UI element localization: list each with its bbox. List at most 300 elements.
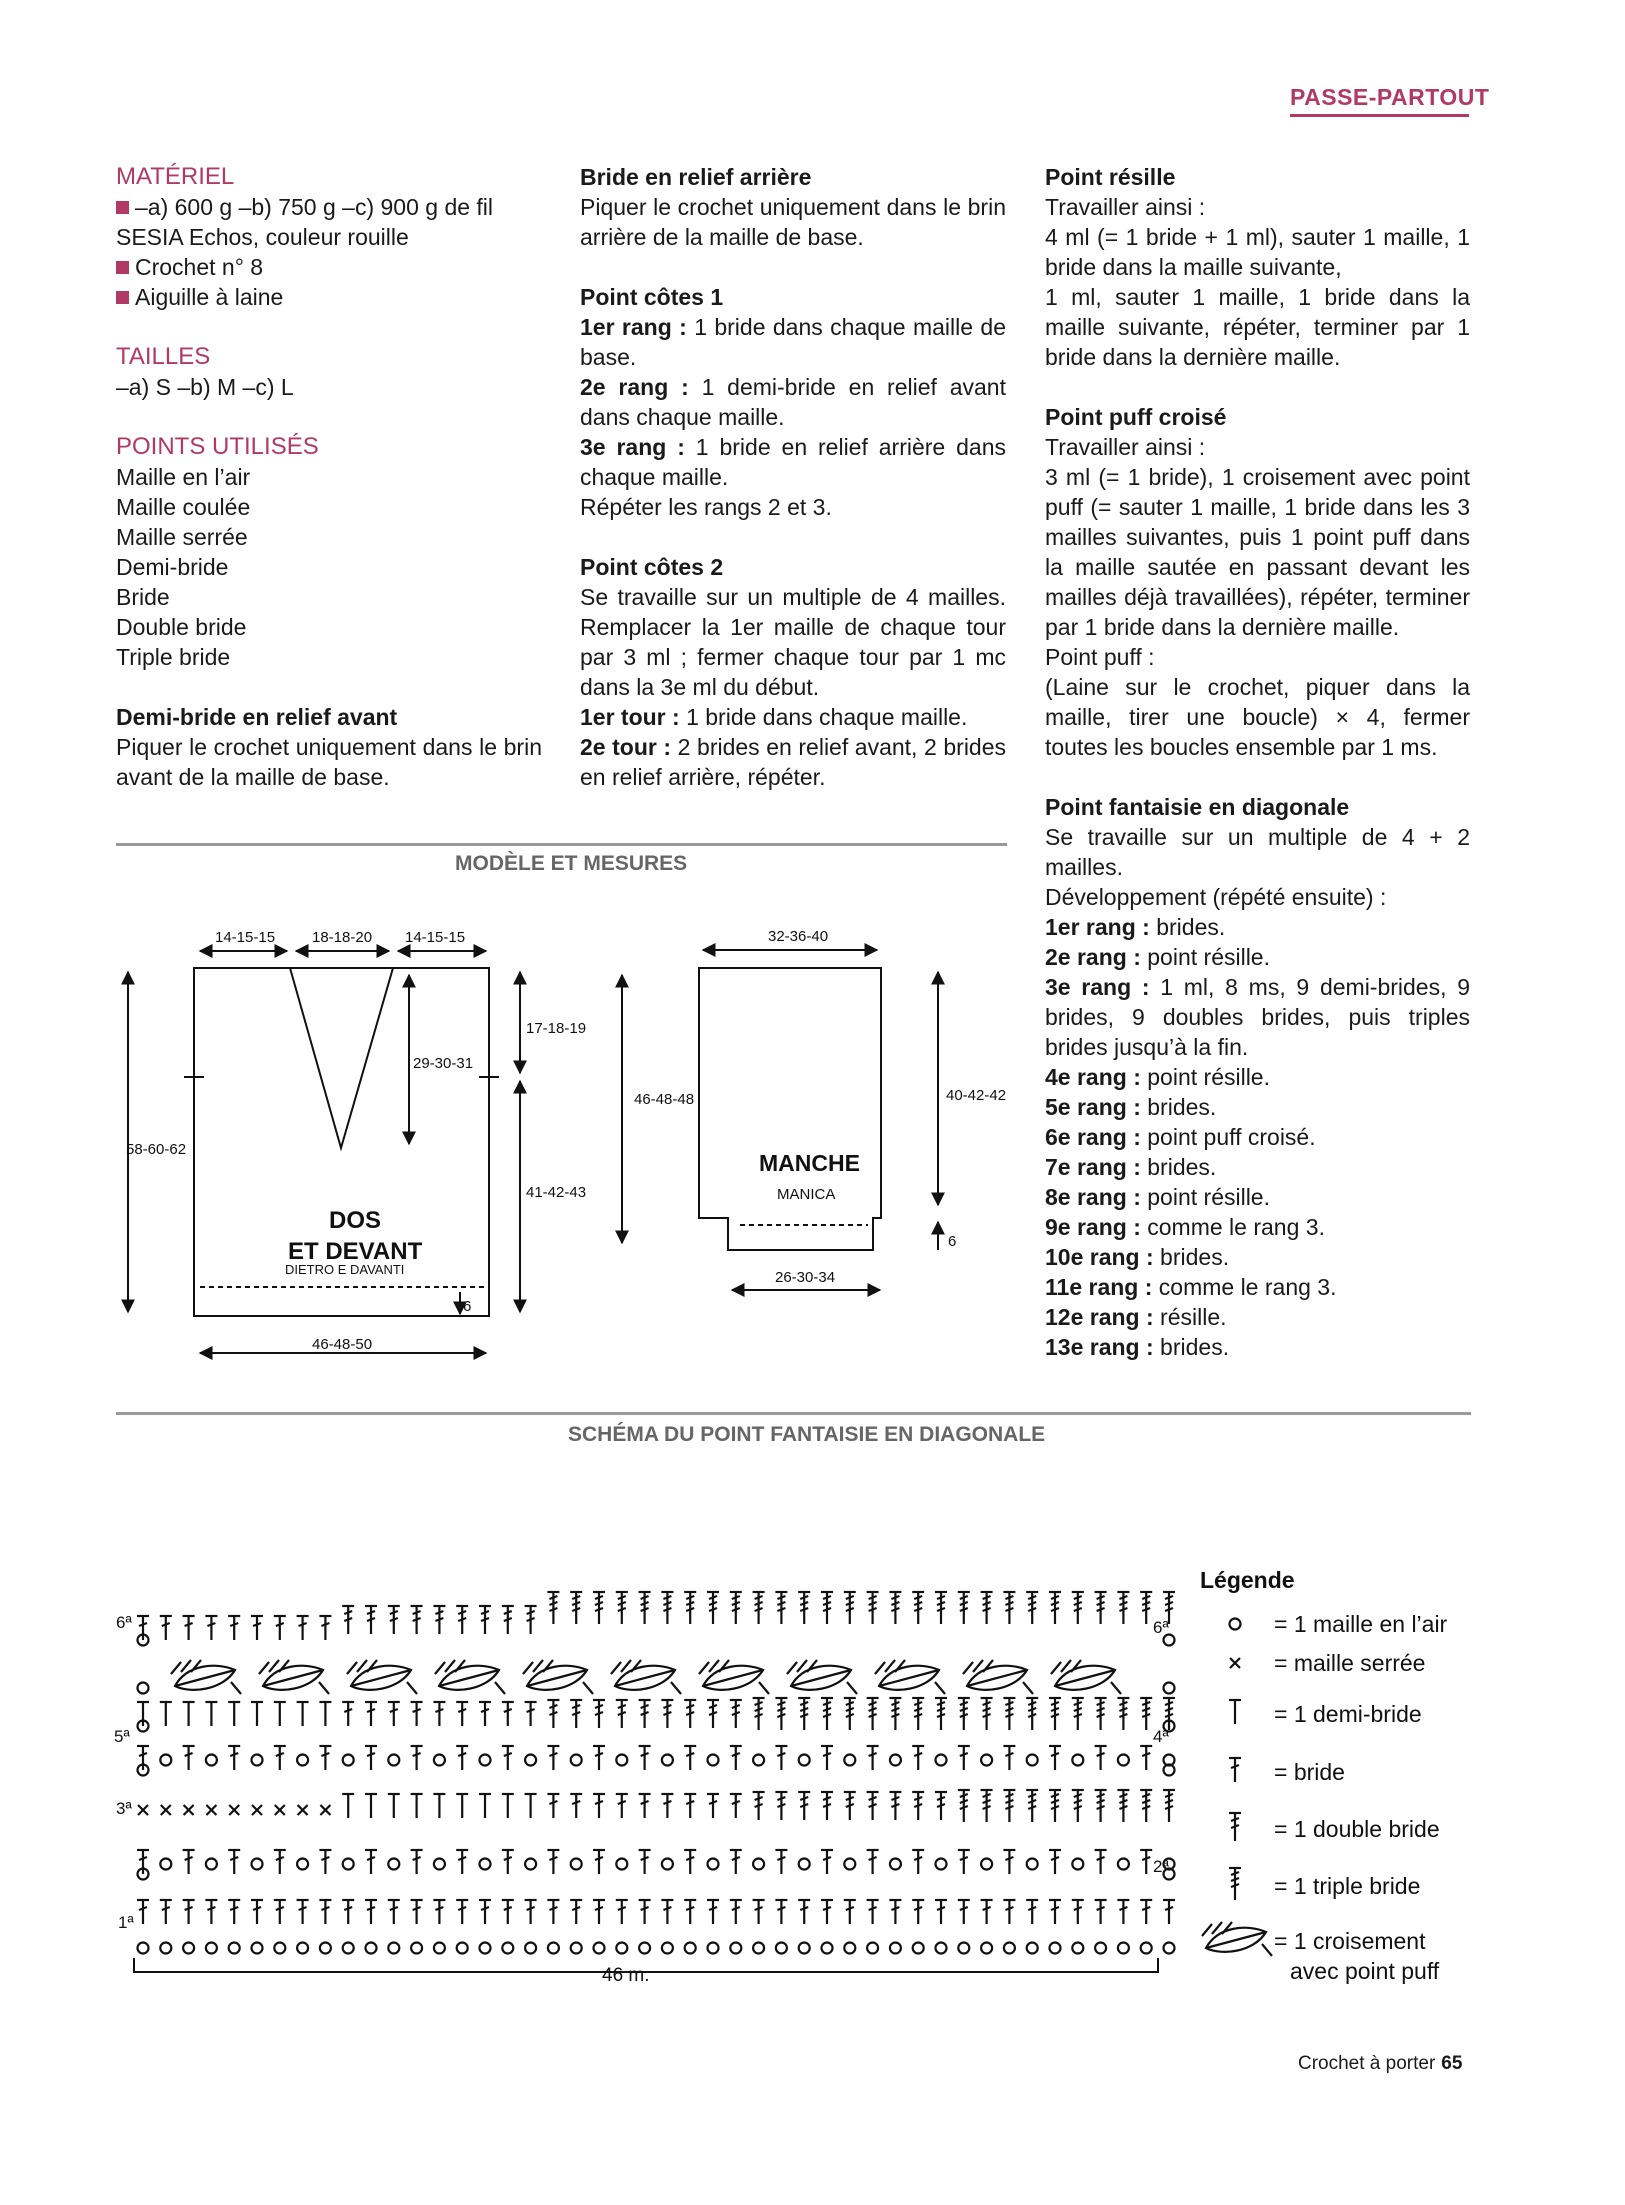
stitch-symbol: [1003, 1746, 1015, 1770]
stitch-symbol: [1026, 1900, 1038, 1924]
stitch-symbol: [183, 1850, 195, 1874]
bride-relief-title: Bride en relief arrière: [580, 164, 812, 190]
stitch-symbol: [593, 1794, 605, 1818]
row-label-2-right: 2ª: [1153, 1857, 1169, 1876]
stitch-symbol: [844, 1755, 855, 1766]
stitch-symbol: [867, 1850, 879, 1874]
stitch-symbol: [958, 1592, 970, 1624]
stitch-symbol: [889, 1792, 901, 1820]
stitch-symbol: [525, 1702, 537, 1726]
stitch-symbol: [707, 1900, 719, 1924]
stitch-symbol: [639, 1700, 651, 1728]
stitch-symbol: [936, 1859, 947, 1870]
stitch-symbol: [1140, 1790, 1152, 1822]
stitch-symbol: [935, 1698, 947, 1730]
stitch-symbol: [1095, 1850, 1107, 1874]
fantaisie-row: 11e rang : comme le rang 3.: [1045, 1274, 1337, 1300]
stitch-symbol: [547, 1794, 559, 1818]
stitch-symbol: [821, 1850, 833, 1874]
stitch-symbol: [1140, 1900, 1152, 1924]
stitch-symbol: [183, 1900, 195, 1924]
stitch-symbol: [684, 1850, 696, 1874]
stitch-symbol: [958, 1850, 970, 1874]
legend-dc: = bride: [1274, 1759, 1345, 1785]
materiel-item: Aiguille à laine: [116, 282, 542, 312]
stitch-symbol: [611, 1660, 681, 1694]
stitch-symbol: [616, 1943, 627, 1954]
stitch-symbol: [639, 1900, 651, 1924]
fantaisie-row: 7e rang : brides.: [1045, 1154, 1217, 1180]
stitch-symbol: [684, 1746, 696, 1770]
stitch-symbol: [502, 1943, 513, 1954]
stitch-symbol: [502, 1900, 514, 1924]
stitch-symbol: [434, 1755, 445, 1766]
stitch-symbol: [1164, 1943, 1175, 1954]
stitch-symbol: [319, 1746, 331, 1770]
stitch-symbol: [342, 1606, 354, 1634]
schema-rule: [116, 1412, 1471, 1415]
stitch-symbol: [616, 1592, 628, 1624]
resille-p2: 1 ml, sauter 1 maille, 1 bride dans la maille suivante, répéter, terminer par 1 bride dans la dernière maille.: [1045, 284, 1470, 370]
stitch-symbol: [593, 1592, 605, 1624]
stitch-symbol: [388, 1900, 400, 1924]
legend-chain: = 1 maille en l’air: [1274, 1611, 1448, 1637]
stitch-symbol: [1072, 1790, 1084, 1822]
stitch-symbol: [1140, 1850, 1152, 1874]
stitch-symbol: [433, 1794, 445, 1818]
stitch-symbol: [365, 1746, 377, 1770]
stitch-symbol: [708, 1859, 719, 1870]
stitch-symbol: [433, 1900, 445, 1924]
stitch-symbol: [365, 1606, 377, 1634]
stitch-symbol: [1072, 1592, 1084, 1624]
stitch-symbol: [525, 1794, 537, 1818]
stitch-symbol: [571, 1755, 582, 1766]
stitch-symbol: [1140, 1746, 1152, 1770]
stitch-symbol: [298, 1805, 308, 1815]
stitch-symbol: [616, 1755, 627, 1766]
row-label-1-left: 1ª: [118, 1913, 134, 1932]
stitch-symbol: [480, 1859, 491, 1870]
stitch-symbol: [1117, 1698, 1129, 1730]
sleeve-outline: [699, 968, 881, 1250]
stitch-symbol: [844, 1792, 856, 1820]
puff-p3: (Laine sur le crochet, piquer dans la maille, tirer une boucle) × 4, fermer toutes les boucles ensemble par 1 ms.: [1045, 674, 1470, 760]
stitch-symbol: [365, 1702, 377, 1726]
puff-p2: Point puff :: [1045, 644, 1155, 670]
stitch-symbol: [479, 1606, 491, 1634]
stitch-symbol: [981, 1859, 992, 1870]
stitch-symbol: [137, 1900, 149, 1924]
stitch-symbol: [639, 1592, 651, 1624]
stitch-symbol: [1072, 1859, 1083, 1870]
stitch-symbol: [708, 1755, 719, 1766]
stitch-symbol: [958, 1900, 970, 1924]
stitch-symbol: [958, 1698, 970, 1730]
legend-dtr: = 1 triple bride: [1274, 1873, 1421, 1899]
stitch-symbol: [319, 1850, 331, 1874]
stitch-symbol: [730, 1900, 742, 1924]
stitch-symbol: [912, 1698, 924, 1730]
stitch-symbol: [753, 1792, 765, 1820]
stitch-symbol: [228, 1746, 240, 1770]
stitch-symbol: [730, 1943, 741, 1954]
stitch-symbol: [547, 1850, 559, 1874]
stitch-symbol: [525, 1900, 537, 1924]
stitch-symbol: [935, 1792, 947, 1820]
stitch-symbol: [252, 1943, 263, 1954]
stitch-symbol: [171, 1660, 241, 1694]
stitch-symbol: [228, 1850, 240, 1874]
label-shoulder: 17-18-19: [526, 1020, 587, 1037]
stitch-symbol: [1118, 1943, 1129, 1954]
stitch-symbol: [799, 1859, 810, 1870]
stitch-symbol: [912, 1746, 924, 1770]
stitch-symbol: [661, 1592, 673, 1624]
stitch-symbol: [935, 1900, 947, 1924]
stitch-symbol: [411, 1900, 423, 1924]
stitch-symbol: [570, 1592, 582, 1624]
stitch-symbol: [138, 1805, 148, 1815]
stitch-symbol: [936, 1943, 947, 1954]
stitch-symbol: [798, 1900, 810, 1924]
stitch-symbol: [1027, 1755, 1038, 1766]
stitch-symbol: [523, 1660, 593, 1694]
stitch-symbol: [799, 1943, 810, 1954]
stitch-symbol: [434, 1943, 445, 1954]
stitch-symbol: [593, 1746, 605, 1770]
resille-intro: Travailler ainsi :: [1045, 194, 1206, 220]
stitch-symbol: [160, 1859, 171, 1870]
fantaisie-row: 1er rang : brides.: [1045, 914, 1226, 940]
stitch-symbol: [479, 1702, 491, 1726]
stitch-symbol: [365, 1850, 377, 1874]
row-label-5-left: 5ª: [114, 1727, 130, 1746]
stitch-symbol: [184, 1805, 194, 1815]
point-item: Maille coulée: [116, 494, 251, 520]
stitch-symbol: [456, 1794, 468, 1818]
stitch-symbol: [365, 1794, 377, 1818]
stitch-symbol: [1003, 1850, 1015, 1874]
stitch-symbol: [775, 1592, 787, 1624]
stitch-symbol: [388, 1794, 400, 1818]
stitch-symbol: [844, 1943, 855, 1954]
stitch-symbol: [274, 1616, 286, 1640]
fantaisie-row: 3e rang : 1 ml, 8 ms, 9 demi-brides, 9 brides, 9 doubles brides, puis triples brides jusqu’à la fin.: [1045, 974, 1471, 1060]
stitch-symbol: [699, 1660, 769, 1694]
stitch-symbol: [274, 1702, 286, 1726]
stitch-symbol: [912, 1792, 924, 1820]
stitch-symbol: [411, 1702, 423, 1726]
stitch-symbol: [1095, 1698, 1107, 1730]
label-width: 46-48-50: [312, 1336, 373, 1353]
stitch-symbol: [639, 1746, 651, 1770]
stitch-symbol: [319, 1900, 331, 1924]
stitch-symbol: [388, 1606, 400, 1634]
stitch-symbol: [844, 1698, 856, 1730]
cotes1-row2: 2e rang : 1 demi-bride en relief avant dans chaque maille.: [580, 374, 1006, 430]
stitch-symbol: [775, 1698, 787, 1730]
demi-bride-relief-title: Demi-bride en relief avant: [116, 704, 398, 730]
stitch-symbol: [161, 1805, 171, 1815]
stitch-symbol: [867, 1943, 878, 1954]
stitch-symbol: [342, 1794, 354, 1818]
stitch-symbol: [138, 1683, 149, 1694]
stitch-symbol: [875, 1660, 945, 1694]
stitch-symbol: [981, 1592, 993, 1624]
stitch-symbol: [411, 1746, 423, 1770]
stitch-symbol: [684, 1700, 696, 1728]
stitch-symbol: [616, 1700, 628, 1728]
stitch-symbol: [593, 1700, 605, 1728]
stitch-symbol: [1117, 1592, 1129, 1624]
stitch-symbol: [821, 1592, 833, 1624]
stitch-symbol: [547, 1592, 559, 1624]
stitch-symbol: [616, 1900, 628, 1924]
stitch-symbol: [867, 1698, 879, 1730]
stitch-symbol: [347, 1660, 417, 1694]
stitch-symbol: [502, 1850, 514, 1874]
stitch-symbol: [251, 1900, 263, 1924]
stitch-symbol: [616, 1794, 628, 1818]
stitch-symbol: [570, 1794, 582, 1818]
stitch-symbol: [1026, 1592, 1038, 1624]
stitch-symbol: [661, 1700, 673, 1728]
stitch-symbol: [183, 1746, 195, 1770]
points-heading: POINTS UTILISÉS: [116, 433, 319, 460]
fantaisie-row: 2e rang : point résille.: [1045, 944, 1270, 970]
stitch-symbol: [1164, 1683, 1175, 1694]
legend-title: Légende: [1200, 1567, 1295, 1593]
stitch-symbol: [297, 1859, 308, 1870]
stitch-symbol: [639, 1850, 651, 1874]
row-label-6-right: 6ª: [1153, 1618, 1169, 1637]
label-top-mid: 18-18-20: [312, 929, 373, 946]
legend-tr: = 1 double bride: [1274, 1816, 1440, 1842]
stitch-symbol: [867, 1746, 879, 1770]
stitch-symbol: [1049, 1746, 1061, 1770]
stitch-symbol: [274, 1943, 285, 1954]
stitch-symbol: [388, 1702, 400, 1726]
point-item: Bride: [116, 584, 170, 610]
stitch-symbol: [867, 1900, 879, 1924]
stitch-symbol: [138, 1943, 149, 1954]
label-et-devant: ET DEVANT: [288, 1238, 423, 1265]
stitch-symbol: [388, 1755, 399, 1766]
stitch-symbol: [320, 1943, 331, 1954]
stitch-symbol: [639, 1943, 650, 1954]
label-rib: 6: [463, 1298, 472, 1315]
stitch-symbol: [1117, 1790, 1129, 1822]
stitch-symbol: [1095, 1900, 1107, 1924]
stitch-symbol: [411, 1943, 422, 1954]
stitch-symbol: [525, 1859, 536, 1870]
stitch-symbol: [456, 1702, 468, 1726]
stitch-symbol: [275, 1805, 285, 1815]
label-neck: 29-30-31: [413, 1055, 474, 1072]
label-manica: MANICA: [777, 1186, 836, 1203]
stitch-symbol: [297, 1702, 309, 1726]
stitch-symbol: [183, 1616, 195, 1640]
stitch-symbol: [1027, 1859, 1038, 1870]
fantaisie-dev: Développement (répété ensuite) :: [1045, 884, 1387, 910]
stitch-symbol: [775, 1746, 787, 1770]
stitch-symbol: [639, 1794, 651, 1818]
stitch-symbol: [821, 1792, 833, 1820]
legend-puff-1: = 1 croisement: [1274, 1928, 1426, 1954]
stitch-symbol: [798, 1592, 810, 1624]
stitch-symbol: [342, 1702, 354, 1726]
stitch-symbol: [274, 1900, 286, 1924]
stitch-symbol: [183, 1943, 194, 1954]
stitch-symbol: [1050, 1943, 1061, 1954]
stitch-symbol: [160, 1755, 171, 1766]
fantaisie-row: 6e rang : point puff croisé.: [1045, 1124, 1316, 1150]
stitch-symbol: [1051, 1660, 1121, 1694]
tailles-value: –a) S –b) M –c) L: [116, 374, 294, 400]
stitch-symbol: [890, 1943, 901, 1954]
stitch-symbol: [206, 1805, 216, 1815]
stitch-symbol: [274, 1746, 286, 1770]
stitch-symbol: [160, 1900, 172, 1924]
puff-intro: Travailler ainsi :: [1045, 434, 1206, 460]
stitch-symbol: [981, 1755, 992, 1766]
page-footer: [1298, 2053, 1462, 2075]
row-label-6-left: 6ª: [116, 1613, 132, 1632]
schema-caption: SCHÉMA DU POINT FANTAISIE EN DIAGONALE: [568, 1423, 1046, 1446]
stitch-symbol: [889, 1698, 901, 1730]
stitch-symbol: [753, 1859, 764, 1870]
label-top-right: 14-15-15: [405, 929, 466, 946]
stitch-symbol: [958, 1943, 969, 1954]
stitch-symbol: [229, 1943, 240, 1954]
stitch-symbol: [1117, 1900, 1129, 1924]
stitch-symbol: [798, 1698, 810, 1730]
stitch-symbol: [411, 1794, 423, 1818]
tailles-heading: TAILLES: [116, 343, 211, 370]
stitch-symbol: [662, 1943, 673, 1954]
stitch-symbol: [821, 1698, 833, 1730]
legend: [1200, 1567, 1448, 1984]
label-height: 58-60-62: [126, 1141, 187, 1158]
stitch-symbol: [753, 1592, 765, 1624]
puff-p1: 3 ml (= 1 bride), 1 croisement avec point puff (= sauter 1 maille, 1 bride dans les 3 mailles suivantes, puis 1 point puff dans la maille sautée en passant devant les mailles déjà travaillées), répéter, terminer par 1 bride dans la dernière maille.: [1045, 464, 1470, 640]
stitch-symbol: [958, 1746, 970, 1770]
stitch-symbol: [525, 1606, 537, 1634]
bride-relief-text: Piquer le crochet uniquement dans le brin arrière de la maille de base.: [580, 194, 1006, 250]
legend-dtr-icon: [1229, 1868, 1241, 1900]
label-sleeve-bottom: 26-30-34: [775, 1269, 836, 1286]
stitch-symbol: [1003, 1592, 1015, 1624]
stitch-symbol: [343, 1755, 354, 1766]
stitch-symbol: [525, 1755, 536, 1766]
stitch-symbol: [205, 1702, 217, 1726]
point-item: Double bride: [116, 614, 247, 640]
stitch-symbol: [342, 1900, 354, 1924]
page-number: 65: [1441, 2053, 1463, 2074]
point-item: Triple bride: [116, 644, 231, 670]
stitch-symbol: [707, 1700, 719, 1728]
stitch-symbol: [274, 1850, 286, 1874]
stitch-symbol: [1095, 1790, 1107, 1822]
point-item: Maille serrée: [116, 524, 248, 550]
stitch-symbol: [844, 1900, 856, 1924]
stitch-symbol: [1163, 1900, 1175, 1924]
stitch-symbol: [912, 1900, 924, 1924]
stitch-symbol: [594, 1943, 605, 1954]
fantaisie-row: 10e rang : brides.: [1045, 1244, 1230, 1270]
stitch-symbol: [252, 1859, 263, 1870]
stitch-symbol: [571, 1859, 582, 1870]
stitch-symbol: [775, 1900, 787, 1924]
stitch-symbol: [775, 1850, 787, 1874]
stitch-symbol: [1027, 1943, 1038, 1954]
stitch-symbol: [1140, 1592, 1152, 1624]
stitch-symbol: [547, 1900, 559, 1924]
stitch-symbol: [206, 1755, 217, 1766]
stitch-symbol: [844, 1592, 856, 1624]
label-dos: DOS: [329, 1207, 382, 1234]
cotes2-title: Point côtes 2: [580, 554, 724, 580]
stitch-symbol: [867, 1792, 879, 1820]
stitch-symbol: [456, 1606, 468, 1634]
stitch-symbol: [479, 1794, 491, 1818]
stitch-symbol: [684, 1794, 696, 1818]
stitch-symbol: [456, 1900, 468, 1924]
stitch-symbol: [1003, 1790, 1015, 1822]
fantaisie-row: 5e rang : brides.: [1045, 1094, 1217, 1120]
stitch-symbol: [821, 1900, 833, 1924]
stitch-symbol: [981, 1790, 993, 1822]
label-manche: MANCHE: [759, 1150, 860, 1176]
stitch-symbol: [936, 1755, 947, 1766]
stitch-symbol: [889, 1900, 901, 1924]
stitch-symbol: [1004, 1943, 1015, 1954]
stitch-symbol: [411, 1606, 423, 1634]
stitch-symbol: [251, 1616, 263, 1640]
stitch-symbol: [1049, 1790, 1061, 1822]
stitch-symbol: [160, 1616, 172, 1640]
stitch-symbol: [206, 1859, 217, 1870]
stitch-symbol: [480, 1755, 491, 1766]
stitch-chart: [0, 1500, 1625, 2020]
stitch-symbol: [343, 1859, 354, 1870]
cotes2-text: Se travaille sur un multiple de 4 mailles. Remplacer la 1er maille de chaque tour par 3 ml ; fermer chaque tour par 1 mc dans la 3e ml du début.: [580, 584, 1006, 700]
stitch-symbol: [319, 1702, 331, 1726]
stitch-symbol: [205, 1616, 217, 1640]
stitch-symbol: [1026, 1790, 1038, 1822]
neck-v: [290, 968, 393, 1148]
stitch-symbol: [821, 1746, 833, 1770]
label-sleeve-top: 32-36-40: [768, 928, 829, 945]
stitch-symbol: [593, 1850, 605, 1874]
stitch-symbol: [388, 1943, 399, 1954]
point-item: Maille en l’air: [116, 464, 251, 490]
stitch-symbol: [889, 1592, 901, 1624]
stitch-symbol: [981, 1900, 993, 1924]
fantaisie-row: 4e rang : point résille.: [1045, 1064, 1270, 1090]
materiel-item: –a) 600 g –b) 750 g –c) 900 g de fil SESIA Echos, couleur rouille: [116, 194, 494, 250]
legend-tr-icon: [1229, 1813, 1241, 1841]
stitch-symbol: [958, 1790, 970, 1822]
stitch-symbol: [1049, 1592, 1061, 1624]
stitch-symbol: [1140, 1698, 1152, 1730]
stitch-symbol: [707, 1794, 719, 1818]
stitch-symbol: [963, 1660, 1033, 1694]
stitch-symbol: [570, 1900, 582, 1924]
stitch-symbol: [433, 1702, 445, 1726]
stitch-symbol: [320, 1805, 330, 1815]
